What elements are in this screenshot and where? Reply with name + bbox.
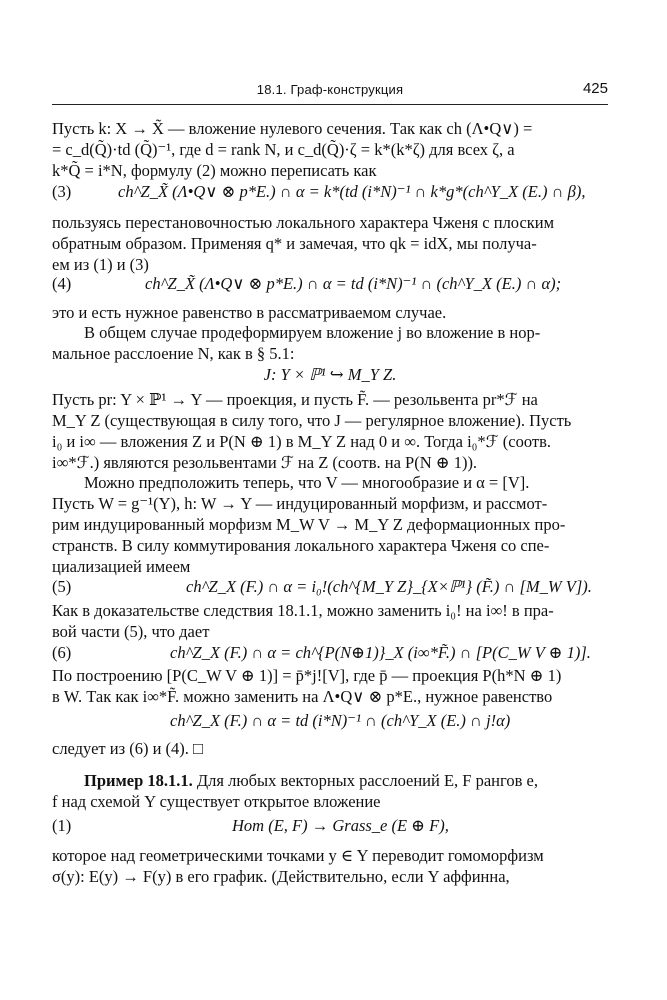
text-line: мальное расслоение N, как в § 5.1: xyxy=(52,344,295,363)
text-line: циализацией имеем xyxy=(52,557,191,576)
text-line: i₀ и i∞ — вложения Z и P(N ⊕ 1) в M_Y Z над 0 и ∞. Тогда i₀*ℱ (соотв. xyxy=(52,432,552,451)
text-line: это и есть нужное равенство в рассматриваемом случае. xyxy=(52,303,447,322)
text-line: Как в доказательстве следствия 18.1.1, можно заменить i₀! на i∞! в пра- xyxy=(52,601,554,620)
text-line: k*Q̃ = i*N, формулу (2) можно переписать как xyxy=(52,161,377,180)
running-head xyxy=(52,80,608,106)
text-line: в W. Так как i∞*F̃. можно заменить на Λ•Q∨ ⊗ p*E., нужное равенство xyxy=(52,687,553,706)
text-line: = c_d(Q̃)·td (Q̃)⁻¹, где d = rank N, и c_d(Q̃)·ζ = k*(k*ζ) для всех ζ, а xyxy=(52,140,515,159)
text-line: рим индуцированный морфизм M_W V → M_Y Z деформационных про- xyxy=(52,515,566,534)
equation: J: Y × ℙ¹ ↪ M_Y Z. xyxy=(263,365,397,384)
text-line: обратным образом. Применяя q* и замечая, что qk = idX, мы получа- xyxy=(52,234,537,253)
text-line: странств. В силу коммутирования локального характера Чженя со спе- xyxy=(52,536,550,555)
equation: ch^Z_X (F.) ∩ α = i₀!(ch^{M_Y Z}_{X×ℙ¹} (F̃.) ∩ [M_W V]). xyxy=(186,577,592,596)
text-line: Пусть pr: Y × ℙ¹ → Y — проекция, и пусть F̃. — резольвента pr*ℱ на xyxy=(52,390,538,409)
equation: ch^Z_X̃ (Λ•Q∨ ⊗ p*E.) ∩ α = k*(td (i*N)⁻¹ ∩ k*g*(ch^Y_X (E.) ∩ β), xyxy=(118,182,586,201)
text-line: Пусть k: X → X̃ — вложение нулевого сечения. Так как ch (Λ•Q∨) = xyxy=(52,119,533,138)
equation: ch^Z_X̃ (Λ•Q∨ ⊗ p*E.) ∩ α = td (i*N)⁻¹ ∩ (ch^Y_X (E.) ∩ α); xyxy=(145,274,562,293)
text-line: пользуясь перестановочностью локального характера Чженя с плоским xyxy=(52,213,555,232)
example-label: Пример 18.1.1. xyxy=(84,771,193,790)
page-number: 425 xyxy=(582,80,608,97)
text-line: По построению [P(C_W V ⊕ 1)] = p̄*j![V], где p̄ — проекция P(h*N ⊕ 1) xyxy=(52,666,562,685)
text-line: σ(y): E(y) → F(y) в его график. (Действительно, если Y аффинна, xyxy=(52,867,510,886)
equation-number: (5) xyxy=(52,577,72,596)
text-line: следует из (6) и (4). □ xyxy=(52,739,203,758)
text-line: В общем случае продеформируем вложение j во вложение в нор- xyxy=(84,323,541,342)
text-line: вой части (5), что дает xyxy=(52,622,210,641)
equation-number: (4) xyxy=(52,274,72,293)
header-rule xyxy=(52,104,608,105)
text-line: Можно предположить теперь, что V — многообразие и α = [V]. xyxy=(84,473,530,492)
equation: ch^Z_X (F.) ∩ α = ch^{P(N⊕1)}_X (i∞*F̃.) ∩ [P(C_W V ⊕ 1)]. xyxy=(170,643,591,662)
equation: Hom (E, F) → Grass_e (E ⊕ F), xyxy=(232,816,449,835)
text-line: Пусть W = g⁻¹(Y), h: W → Y — индуцированный морфизм, и рассмот- xyxy=(52,494,548,513)
running-title: 18.1. Граф-конструкция xyxy=(256,82,404,97)
text-line: ем из (1) и (3) xyxy=(52,255,149,274)
example-line xyxy=(84,770,608,791)
equation: ch^Z_X (F.) ∩ α = td (i*N)⁻¹ ∩ (ch^Y_X (E.) ∩ j!α) xyxy=(170,711,511,730)
equation-number: (3) xyxy=(52,182,72,201)
equation-number: (1) xyxy=(52,816,72,835)
text-line: f над схемой Y существует открытое вложение xyxy=(52,792,381,811)
example-text: Для любых векторных расслоений E, F рангов e, xyxy=(192,771,538,790)
equation-number: (6) xyxy=(52,643,72,662)
text-line: i∞*ℱ.) являются резольвентами ℱ на Z (соотв. на P(N ⊕ 1)). xyxy=(52,453,478,472)
text-line: которое над геометрическими точками y ∈ Y переводит гомоморфизм xyxy=(52,846,544,865)
text-line: M_Y Z (существующая в силу того, что J — регулярное вложение). Пусть xyxy=(52,411,572,430)
